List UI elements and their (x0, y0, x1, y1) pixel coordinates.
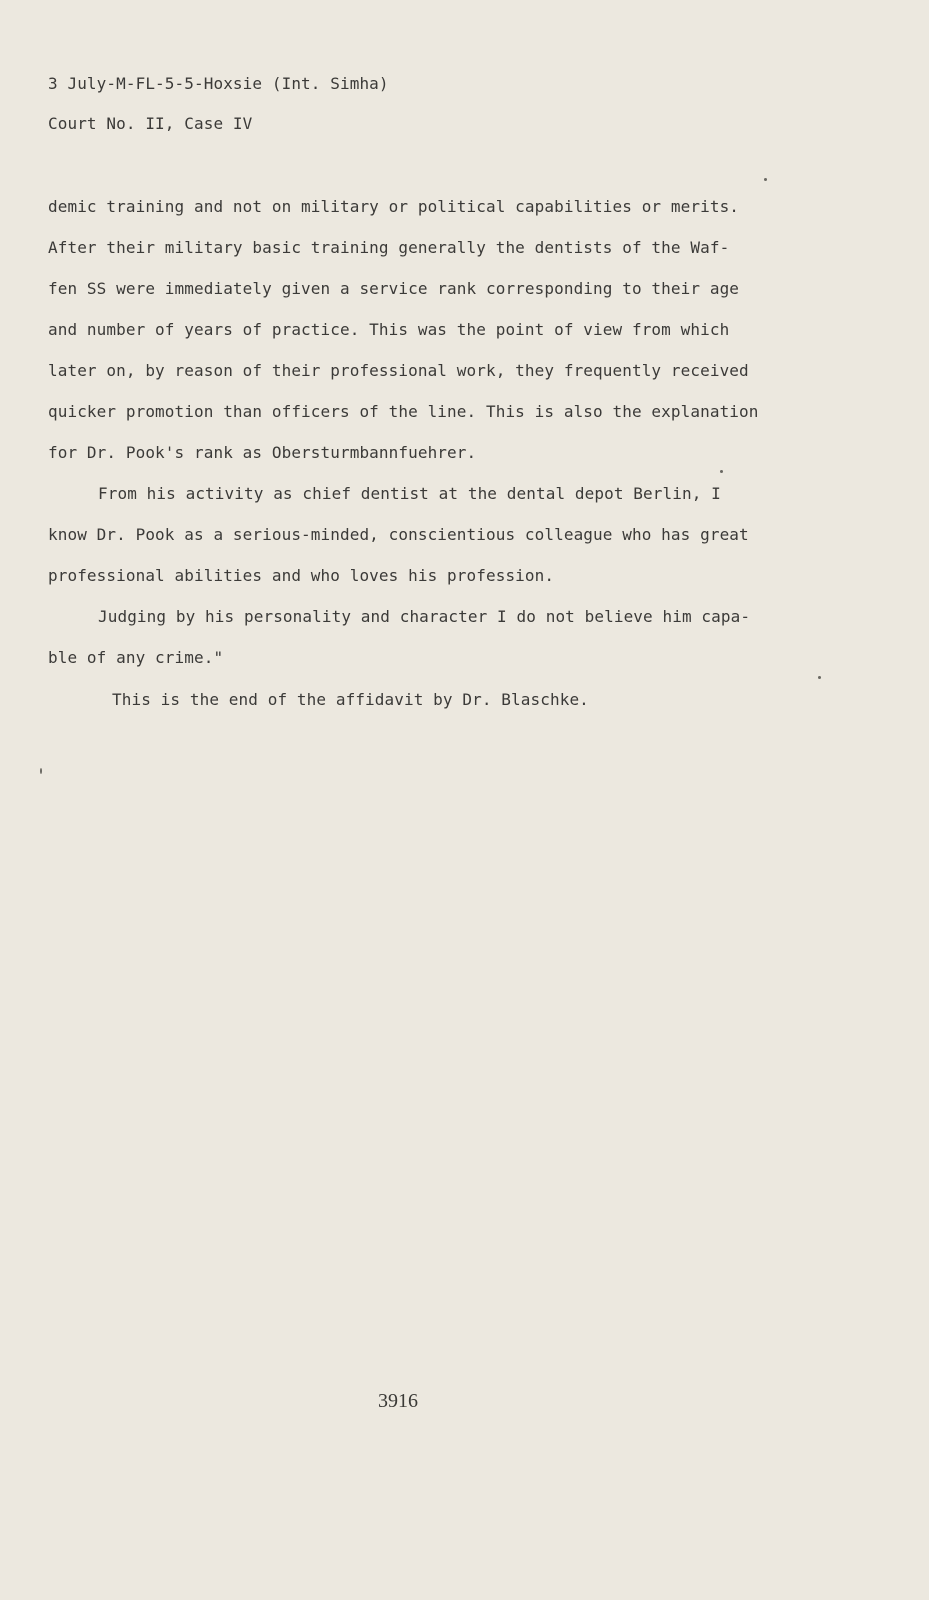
header-line-1: 3 July-M-FL-5-5-Hoxsie (Int. Simha) (48, 74, 389, 93)
body-line: Judging by his personality and character I do not believe him capa- (98, 607, 751, 626)
body-line: professional abilities and who loves his profession. (48, 566, 555, 585)
body-line: After their military basic training generally the dentists of the Waf- (48, 238, 730, 257)
paper-speck (764, 178, 767, 181)
paper-speck (40, 768, 42, 774)
body-line: fen SS were immediately given a service rank corresponding to their age (48, 279, 740, 298)
body-line: know Dr. Pook as a serious-minded, conscientious colleague who has great (48, 525, 749, 544)
body-line: ble of any crime." (48, 648, 224, 667)
header-line-2: Court No. II, Case IV (48, 114, 253, 133)
body-line: quicker promotion than officers of the line. This is also the explanation (48, 402, 759, 421)
paper-speck (818, 676, 821, 679)
body-line: From his activity as chief dentist at the dental depot Berlin, I (98, 484, 721, 503)
page-number: 3916 (378, 1390, 418, 1412)
body-line: for Dr. Pook's rank as Obersturmbannfuehrer. (48, 443, 477, 462)
body-line: demic training and not on military or political capabilities or merits. (48, 197, 740, 216)
body-line: later on, by reason of their professional work, they frequently received (48, 361, 749, 380)
paper-speck (720, 470, 723, 473)
body-line: This is the end of the affidavit by Dr. Blaschke. (112, 690, 589, 709)
body-line: and number of years of practice. This was the point of view from which (48, 320, 730, 339)
